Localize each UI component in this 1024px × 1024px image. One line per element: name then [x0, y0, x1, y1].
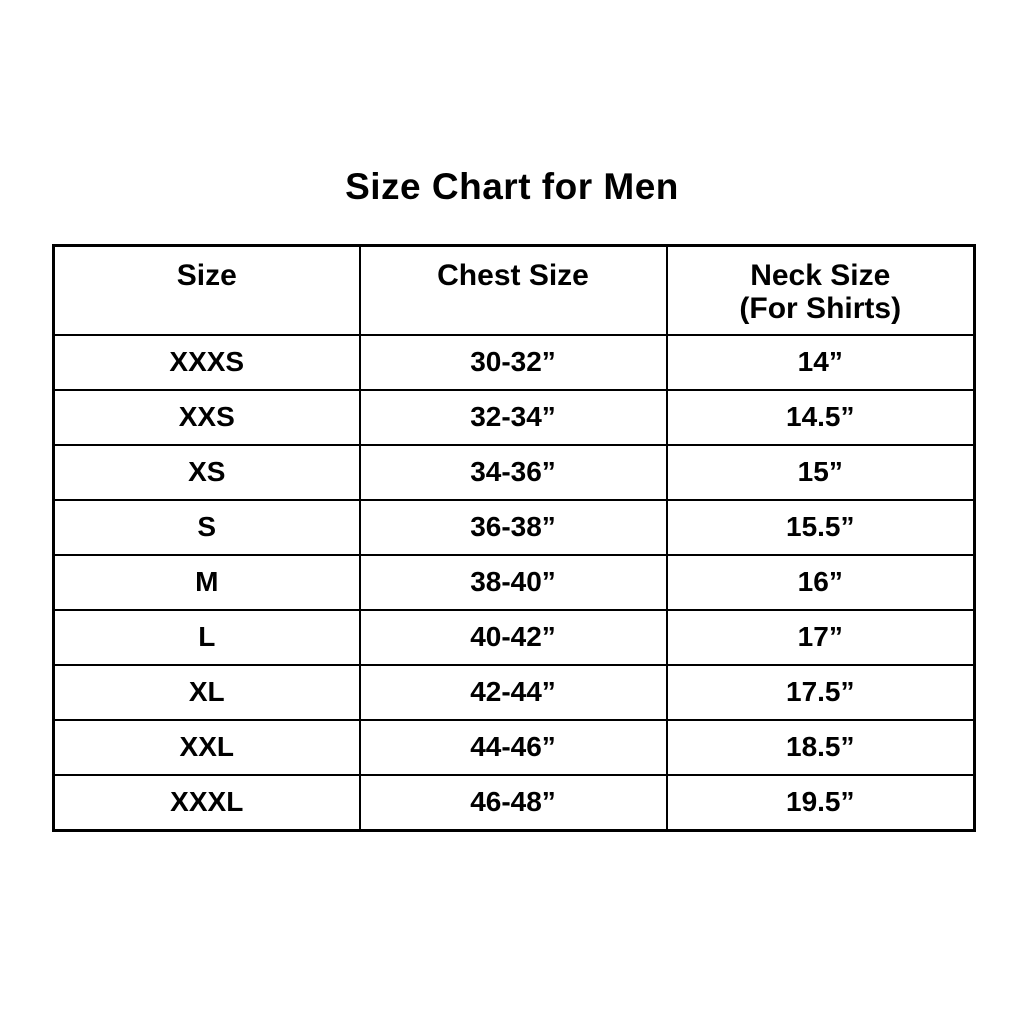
- size-cell: XXXL: [54, 775, 360, 831]
- neck-size-cell: 19.5”: [667, 775, 975, 831]
- neck-size-cell: 14.5”: [667, 390, 975, 445]
- size-cell: L: [54, 610, 360, 665]
- chest-size-column-header: [360, 246, 667, 335]
- neck-size-column-header: [667, 246, 975, 335]
- chest-size-cell: 42-44”: [360, 665, 667, 720]
- neck-size-cell: 16”: [667, 555, 975, 610]
- size-column-header: [54, 246, 360, 335]
- size-cell: S: [54, 500, 360, 555]
- size-cell: XXXS: [54, 335, 360, 390]
- neck-size-cell: 17”: [667, 610, 975, 665]
- table-row: [54, 610, 975, 665]
- table-row: [54, 335, 975, 390]
- chest-size-cell: 40-42”: [360, 610, 667, 665]
- chest-size-cell: 38-40”: [360, 555, 667, 610]
- table-row: [54, 445, 975, 500]
- header-row: [54, 246, 975, 335]
- table-row: [54, 390, 975, 445]
- neck-size-cell: 17.5”: [667, 665, 975, 720]
- size-cell: XXS: [54, 390, 360, 445]
- chest-size-header-label: Chest Size: [437, 259, 589, 292]
- table-row: [54, 665, 975, 720]
- chest-size-cell: 32-34”: [360, 390, 667, 445]
- chest-size-cell: 30-32”: [360, 335, 667, 390]
- table-row: [54, 720, 975, 775]
- chest-size-cell: 46-48”: [360, 775, 667, 831]
- table-row: [54, 775, 975, 831]
- size-header-label: Size: [176, 259, 237, 292]
- size-cell: XS: [54, 445, 360, 500]
- size-cell: XXL: [54, 720, 360, 775]
- table-row: [54, 555, 975, 610]
- size-chart-table: [52, 244, 976, 832]
- chest-size-cell: 36-38”: [360, 500, 667, 555]
- chest-size-cell: 44-46”: [360, 720, 667, 775]
- chest-size-cell: 34-36”: [360, 445, 667, 500]
- neck-size-cell: 18.5”: [667, 720, 975, 775]
- neck-size-cell: 14”: [667, 335, 975, 390]
- neck-size-cell: 15.5”: [667, 500, 975, 555]
- size-cell: XL: [54, 665, 360, 720]
- neck-size-header-line1: Neck Size: [750, 259, 891, 292]
- neck-size-cell: 15”: [667, 445, 975, 500]
- size-cell: M: [54, 555, 360, 610]
- page-title: Size Chart for Men: [345, 166, 679, 207]
- neck-size-header-line2: (For Shirts): [739, 292, 902, 325]
- table-row: [54, 500, 975, 555]
